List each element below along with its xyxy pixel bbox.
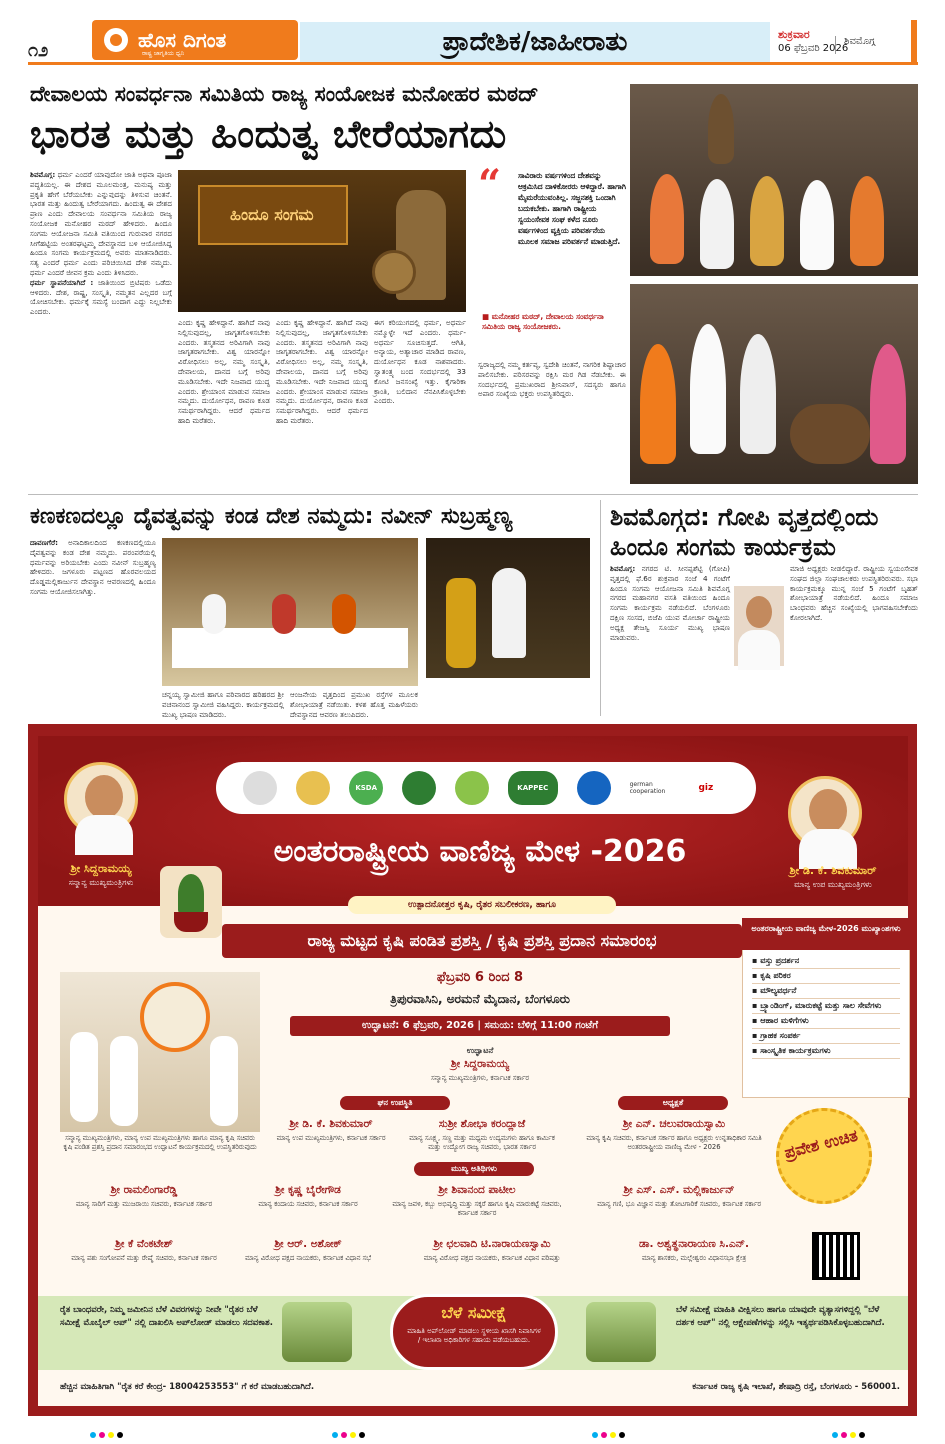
university-logo-icon: [296, 771, 330, 805]
magenta-dot: [601, 1432, 607, 1438]
person-figure: [332, 594, 356, 634]
chief-guest-pill: ಘನ ಉಪಸ್ಥಿತಿ: [340, 1096, 450, 1110]
institute-logo-icon: [577, 771, 611, 805]
date-label: 06 ಫೆಬ್ರವರಿ 2026: [778, 43, 849, 54]
story1-col1b-text: ಜಾತಿಯಿಂದ ಬ್ರಿಟಿಷರು ಒಡೆದು ಆಳಿದರು. ದೇಶ, ರಾಷ್ಟ್ರ, ಸಂಸ್ಕೃತಿ, ನಮ್ಮತನ ಎಲ್ಲದರ ಬಗ್ಗೆ ಯೋಚಿಸಬೇಕು. ಧರ್ಮಕ್ಕೆ ಸಮಸ್ಯೆ ಬಂದಾಗ ಎದ್ದು ನಿಲ್ಲಬೇಕು ಎಂದರು.: [30, 277, 172, 317]
yellow-dot: [850, 1432, 856, 1438]
face-figure: [809, 789, 847, 833]
header-accent-bar: [911, 20, 917, 62]
crop-survey-text: ಮಾಹಿತಿ ಅಪ್‌ಲೋಡ್ ಮಾಡಲು ಸ್ಥಳೀಯ ಖಾಸಗಿ ನಿವಾಸಿಗಳ / ಇಲಾಖಾ ಅಧಿಕಾರಿಗಳ ಸಹಾಯ ಪಡೆಯಬಹುದು.: [407, 1327, 541, 1344]
person-figure: [740, 334, 776, 454]
magenta-dot: [341, 1432, 347, 1438]
german-cooperation-logo: german cooperation: [629, 781, 666, 795]
black-dot: [619, 1432, 625, 1438]
print-registration-marks: [332, 1432, 365, 1438]
guest-role: ಮಾನ್ಯ ಸೂಕ್ಷ್ಮ, ಸಣ್ಣ ಮತ್ತು ಮಧ್ಯಮ ಉದ್ಯಮಗಳು ಹಾಗೂ ಕಾರ್ಮಿಕ ಮತ್ತು ಉದ್ಯೋಗ ರಾಜ್ಯ ಸಚಿವರು, ಭಾರತ ಸರ್ಕಾರ: [409, 1134, 555, 1151]
dept-logo-icon: [402, 771, 436, 805]
section-divider: [28, 494, 918, 495]
feature-item: ▪ ಕೃಷಿ ಪರಿಕರ: [752, 969, 900, 984]
guest-name: ಡಾ. ಅಶ್ವತ್ಥನಾರಾಯಣ ಸಿ.ಎನ್.: [639, 1238, 749, 1250]
cyan-dot: [832, 1432, 838, 1438]
body-figure: [799, 829, 857, 869]
person-figure: [870, 344, 906, 464]
print-registration-marks: [832, 1432, 865, 1438]
guest-role: ಮಾನ್ಯ ಕೃಷಿ ಸಚಿವರು, ಕರ್ನಾಟಕ ಸರ್ಕಾರ ಹಾಗೂ ಅಧ್ಯಕ್ಷರು ಉನ್ನತಾಧಿಕಾರ ಸಮಿತಿ ಅಂತರರಾಷ್ಟ್ರೀಯ ವಾಣಿಜ್ಯ ಮೇಳ - 2026: [586, 1134, 762, 1151]
story1-col1-text: ಧರ್ಮ ಎಂದರೆ ಯಾವುದೋ ಜಾತಿ ಅಥವಾ ಪೂಜಾ ಪದ್ಧತಿಯಲ್ಲ. ಈ ದೇಶದ ಮೂಲಮಂತ್ರ, ಮನುಷ್ಯ ಮತ್ತು ಪ್ರಕೃತಿ ಹೇಗೆ ಬೆರೆಯಬೇಕು ಎನ್ನುವುದನ್ನು ತಿಳಿಸುವ ಚಿಂತನೆ. ಭಾರತ ಮತ್ತು ಹಿಂದುತ್ವ ಬೇರೆಯಾಗದು. ಹಿಂದುತ್ವ ಈ ದೇಶದ ಪ್ರಾಣ ಎಂದು ದೇವಾಲಯ ಸಂವರ್ಧನಾ ಸಮಿತಿಯ ರಾಜ್ಯ ಸಂಯೋಜಕ ಮನೋಹರ ಮಠದ್ ಹೇಳಿದರು. ಹಿಂದೂ ಸಂಗಮ ಆಯೋಜನಾ ಸಮಿತಿ ವತಿಯಿಂದ ಗುರುವಾರ ನಗರದ ಸೀಗೆಹಟ್ಟಿಯ ಅಂತರಘಟ್ಟಮ್ಮ ದೇವಸ್ಥಾನದ ಬಳಿ ಆಯೋಜಿಸಿದ್ದ ಹಿಂದೂ ಸಂಗಮ ಕಾರ್ಯಕ್ರಮದಲ್ಲಿ ಅವರು ಮಾತನಾಡಿದರು. ಸತ್ಯ ಎಂದರೆ ಧರ್ಮ ಎಂದು ಪರಿಚಯಿಸಿದ ದೇಶ ನಮ್ಮದು. ಧರ್ಮ ಎಂದರೆ ಜೀವನ ಕ್ರಮ ಎಂದು ತಿಳಿಸಿದರು.: [30, 170, 172, 277]
cyan-dot: [592, 1432, 598, 1438]
guest-role: ಮಾನ್ಯ ಗಣಿ, ಭೂ ವಿಜ್ಞಾನ ಮತ್ತು ತೋಟಗಾರಿಕೆ ಸಚಿವರು, ಕರ್ನಾಟಕ ಸರ್ಕಾರ: [597, 1200, 761, 1208]
masthead-logo: [92, 20, 298, 60]
person-figure: [800, 180, 834, 270]
person-figure: [640, 344, 676, 464]
logo-text: ಹೊಸ ದಿಗಂತ: [138, 28, 227, 52]
story1-col3: ಈಗ ಕರಿಯುಗದಲ್ಲಿ ಧರ್ಮ, ಅಧರ್ಮ ನಮ್ಮೊಳ್ಳೇ ಇದೆ ಎಂದರು. ಧರ್ಮ- ಅಧರ್ಮ ಸೂಚಿಸುತ್ತದೆ. ಆಗಿತಿ, ಅನ್ಯಾಯ, ಅತ್ಯಾಚಾರ ಮಾಡಿದ ರಾವಣ, ದುರ್ಯೋಧನ ಕೂಡ ನಾಶವಾದರು. ಸ್ವಾತಂತ್ರ್ಯ ಬಂದ ಸಂದರ್ಭದಲ್ಲಿ 33 ಕೋಟಿ ಜನಸಂಖ್ಯೆ ಇತ್ತು. ಕೈಗಾರಿಕಾ ಕ್ರಾಂತಿ, ಬಲಿದಾನ ನೆನಪಿಸಿಕೊಳ್ಳಬೇಕು ಎಂದರು.: [374, 318, 466, 406]
person-figure: [210, 1036, 238, 1126]
guest-name: ಶ್ರೀ ಡಿ. ಕೆ. ಶಿವಕುಮಾರ್: [289, 1118, 373, 1130]
guest-role: ಮಾನ್ಯ ಸಾರಿಗೆ ಮತ್ತು ಮುಜರಾಯಿ ಸಚಿವರು, ಕರ್ನಾಟಕ ಸರ್ಕಾರ: [75, 1200, 213, 1208]
inaug-name: ಶ್ರೀ ಸಿದ್ದರಾಮಯ್ಯ: [450, 1058, 510, 1070]
ad-award-band: ರಾಜ್ಯ ಮಟ್ಟದ ಕೃಷಿ ಪಂಡಿತ ಪ್ರಶಸ್ತಿ / ಕೃಷಿ ಪ್ರಶಸ್ತಿ ಪ್ರದಾನ ಸಮಾರಂಭ: [222, 924, 742, 958]
story1-col4: ಸ್ವರಾಜ್ಯದಲ್ಲಿ ನಮ್ಮ ಕರ್ತವ್ಯ, ಸ್ವದೇಶಿ ಚಿಂತನೆ, ನಾಗರಿಕ ಶಿಷ್ಟಾಚಾರ ಪಾಲಿಸಬೇಕು. ಪರಿಸರವನ್ನು ರಕ್ಷಿಸಿ ಮರ ಗಿಡ ನೆಡಬೇಕು. ಈ ಸಂದರ್ಭದಲ್ಲಿ ಪ್ರಮುಖರಾದ ಶ್ರೀನಿವಾಸ್, ಸದಸ್ಯರು ಹಾಗೂ ಅಪಾರ ಸಂಖ್ಯೆಯ ಭಕ್ತರು ಉಪಸ್ಥಿತರಿದ್ದರು.: [478, 360, 626, 399]
page-number: ೧೨: [28, 40, 49, 61]
cow-figure: [790, 404, 870, 464]
emblem-logo-icon: [243, 771, 277, 805]
inaug-role: ಸನ್ಮಾನ್ಯ ಮುಖ್ಯಮಂತ್ರಿಗಳು, ಕರ್ನಾಟಕ ಸರ್ಕಾರ: [431, 1074, 529, 1082]
story3-dateline: ಶಿವಮೊಗ್ಗ:: [610, 564, 636, 573]
vip-left-name: ಶ್ರೀ ಸಿದ್ದರಾಮಯ್ಯ: [70, 862, 132, 875]
vip-left-role: ಸನ್ಮಾನ್ಯ ಮುಖ್ಯಮಂತ್ರಿಗಳು: [68, 878, 134, 887]
guest-name: ಶ್ರೀ ಎಸ್. ಎಸ್. ಮಲ್ಲಿಕಾರ್ಜುನ್: [623, 1184, 735, 1196]
crop-survey-right-text: ಬೆಳೆ ಸಮೀಕ್ಷೆ ಮಾಹಿತಿ ವೀಕ್ಷಿಸಲು ಹಾಗೂ ಯಾವುದೇ ವ್ಯತ್ಯಾಸಗಳಿದ್ದಲ್ಲಿ "ಬೆಳೆ ದರ್ಶಕ ಆಪ್" ನಲ್ಲಿ ಆಕ್ಷೇಪಣೆಗಳನ್ನು ಸಲ್ಲಿಸಿ ಇತ್ಯರ್ಥಪಡಿಸಿಕೊಳ್ಳಬಹುದಾಗಿದೆ.: [676, 1305, 885, 1328]
story1-col1: [30, 170, 172, 486]
feature-item: ▪ ಆಹಾರ ಮಳಿಗೆಗಳು: [752, 1014, 900, 1029]
black-dot: [359, 1432, 365, 1438]
story3-col1: [610, 564, 730, 714]
column-divider: [600, 500, 601, 716]
cyan-dot: [90, 1432, 96, 1438]
guest-name: ಶ್ರೀ ಕೆ ವೆಂಕಟೇಶ್: [115, 1238, 173, 1250]
quote-mark-icon: “: [478, 161, 502, 208]
story2-col3: ಆಂಜನೇಯ ವೃತ್ತದಿಂದ ಪ್ರಮುಖ ರಸ್ತೆಗಳ ಮೂಲಕ ಶೋಭಾಯಾತ್ರೆ ನಡೆಯಿತು. ಕಳಶ ಹೊತ್ತ ಮಹಿಳೆಯರು ದೇವಸ್ಥಾನದ ಆವರಣ ತಲುಪಿದರು.: [290, 690, 418, 719]
crop-survey-left-text: ರೈತ ಬಾಂಧವರೇ, ನಿಮ್ಮ ಜಮೀನಿನ ಬೆಳೆ ವಿವರಗಳನ್ನು ನೀವೇ "ರೈತರ ಬೆಳೆ ಸಮೀಕ್ಷೆ ಮೊಬೈಲ್ ಆಪ್" ನಲ್ಲಿ ದಾಖಲಿಸಿ ಅಪ್‌ಲೋಡ್ ಮಾಡಲು ಸದವಕಾಶ.: [60, 1305, 273, 1328]
story1-headline: ಭಾರತ ಮತ್ತು ಹಿಂದುತ್ವ ಬೇರೆಯಾಗದು: [30, 112, 507, 156]
person-figure: [650, 174, 684, 264]
black-dot: [117, 1432, 123, 1438]
magenta-dot: [99, 1432, 105, 1438]
guest-role: ಮಾನ್ಯ ಜವಳಿ, ಕಬ್ಬು ಅಭಿವೃದ್ಧಿ ಮತ್ತು ಸಕ್ಕರೆ ಹಾಗೂ ಕೃಷಿ ಮಾರುಕಟ್ಟೆ ಸಚಿವರು, ಕರ್ನಾಟಕ ಸರ್ಕಾರ: [392, 1200, 562, 1217]
person-figure: [850, 176, 884, 266]
stage-table: [172, 628, 408, 668]
person-figure: [750, 176, 784, 266]
person-figure: [202, 594, 226, 634]
guest-role: ಮಾನ್ಯ ಶಾಸಕರು, ಮಲ್ಲೇಶ್ವರಂ ವಿಧಾನಸಭಾ ಕ್ಷೇತ್ರ: [641, 1254, 747, 1262]
black-dot: [859, 1432, 865, 1438]
hindu-sangama-banner: ಹಿಂದೂ ಸಂಗಮ: [198, 185, 348, 245]
section-title: ಪ್ರಾದೇಶಿಕ/ಜಾಹೀರಾತು: [300, 22, 770, 62]
crop-survey-title: ಬೆಳೆ ಸಮೀಕ್ಷೆ: [441, 1303, 507, 1322]
story2-col1-text: ಅನಾದಿಕಾಲದಿಂದ ಕಣಕಣದಲ್ಲಿಯೂ ದೈವತ್ವವನ್ನು ಕಂಡ ದೇಶ ನಮ್ಮದು. ಪರಂಪರೆಯಲ್ಲಿ ಧರ್ಮವನ್ನು ಅರಿಯಬೇಕು ಎಂದು ನವೀನ್ ಸುಬ್ರಹ್ಮಣ್ಯ ಹೇಳಿದರು. ಜಗಳೂರು ಪಟ್ಟಣದ ಹೊರವಲಯದ ದೊಡ್ಡಮಲ್ಲಿಕಾರ್ಜುನ ದೇವಸ್ಥಾನ ಆವರಣದಲ್ಲಿ ಹಿಂದೂ ಸಂಗಮ ಆಯೋಜಿಸಲಾಗಿತ್ತು.: [30, 538, 156, 596]
guest-role: ಮಾನ್ಯ ಪಶು ಸಂಗೋಪನೆ ಮತ್ತು ರೇಷ್ಮೆ ಸಚಿವರು, ಕರ್ನಾಟಕ ಸರ್ಕಾರ: [71, 1254, 217, 1262]
vip-right-name: ಶ್ರೀ ಡಿ. ಕೆ. ಶಿವಕುಮಾರ್: [789, 864, 877, 877]
free-entry-badge: ಪ್ರವೇಶ ಉಚಿತ: [766, 1098, 882, 1214]
sponsor-logo-strip: [216, 762, 756, 814]
ad-footer-address: ಕರ್ನಾಟಕ ರಾಜ್ಯ ಕೃಷಿ ಇಲಾಖೆ, ಶೇಷಾದ್ರಿ ರಸ್ತೆ, ಬೆಂಗಳೂರು - 560001.: [692, 1382, 900, 1392]
ad-title: ಅಂತರರಾಷ್ಟ್ರೀಯ ವಾಣಿಜ್ಯ ಮೇಳ -2026: [273, 834, 687, 869]
president-pill: ಅಧ್ಯಕ್ಷತೆ: [618, 1096, 728, 1110]
story3-col1-text: ನಗರದ ಟಿ. ಸೀನಪ್ಪಶೆಟ್ಟಿ (ಗೋಪಿ) ವೃತ್ತದಲ್ಲಿ ಫೆ.6ರ ಶುಕ್ರವಾರ ಸಂಜೆ 4 ಗಂಟೆಗೆ ಹಿಂದೂ ಸಂಗಮ ಆಯೋಜನಾ ಸಮಿತಿ ಶಿವಮೊಗ್ಗ ನಗರದ ಮಹಾನಗರ ವಸತಿ ವತಿಯಿಂದ ಹಿಂದೂ ಸಂಗಮ ಕಾರ್ಯಕ್ರಮ ನಡೆಯಲಿದೆ. ಬೆಂಗಳೂರು ದಕ್ಷಿಣ ಸಂಸದ, ಬಿಜೆಪಿ ಯುವ ಮೋರ್ಚಾ ರಾಷ್ಟ್ರೀಯ ಅಧ್ಯಕ್ಷ ತೇಜಸ್ವಿ ಸೂರ್ಯ ಮುಖ್ಯ ಭಾಷಣ ಮಾಡುವರು.: [610, 564, 730, 642]
story2-col2: ಚನ್ನಯ್ಯ ಸ್ವಾಮೀಜಿ ಹಾಗೂ ಪರಿವಾರದ ಹರಿಹರದ ಶ್ರೀ ವಚನಾನಂದ ಸ್ವಾಮೀಜಿ ವಹಿಸಿದ್ದರು. ಕಾರ್ಯಕ್ರಮದಲ್ಲಿ ಮುಖ್ಯ ಭಾಷಣ ಮಾಡಿದರು.: [162, 690, 284, 719]
inaug-label: ಉದ್ಘಾಟನೆ: [466, 1046, 494, 1055]
vip-left-portrait: [64, 762, 138, 836]
garland-decoration: [446, 578, 476, 668]
face-figure: [746, 596, 772, 628]
guest-name: ಸುಶ್ರೀ ಶೋಭಾ ಕರಂದ್ಲಾಜೆ: [438, 1118, 526, 1130]
story1-col2: ಎಂದು ಕೃಷ್ಣ ಹೇಳಿದ್ದಾನೆ. ಹಾಗಿದೆ ನಾವು ನಿಲ್ಲಿಸುವುದಲ್ಲ, ಜಾಗೃತಗೊಳಿಸಬೇಕು ಎಂದರು. ತಸ್ಮತನದ ಅರಿವಿಗಾಗಿ ನಾವು ಜಾಗೃತರಾಗಬೇಕು. ವಿಶ್ವ ಯಾರನ್ನೋ ವಿರೋಧಿಸಲು ಅಲ್ಲ, ನಮ್ಮ ಸಂಸ್ಕೃತಿ, ದೇವಾಲಯ, ದಾನದ ಬಗ್ಗೆ ಅರಿವು ಮೂಡಿಸಬೇಕು. ಇದೇ ನಿಜವಾದ ಯುದ್ಧ ಎಂದರು. ಶ್ರೇಯಾಂಸ ಮಾಡುವ ಸಮಾಜ ನಮ್ಮದು. ದುರ್ಯೋಧನ, ರಾವಣ ಕೂಡ ಸಮರ್ಥರಾಗಿದ್ದರು. ಆದರೆ ಧರ್ಮದ ಹಾದಿ ಮರೆತರು.: [178, 318, 270, 425]
story1-col2b: ಎಂದು ಕೃಷ್ಣ ಹೇಳಿದ್ದಾನೆ. ಹಾಗಿದೆ ನಾವು ನಿಲ್ಲಿಸುವುದಲ್ಲ, ಜಾಗೃತಗೊಳಿಸಬೇಕು ಎಂದರು. ತಸ್ಮತನದ ಅರಿವಿಗಾಗಿ ನಾವು ಜಾಗೃತರಾಗಬೇಕು. ವಿಶ್ವ ಯಾರನ್ನೋ ವಿರೋಧಿಸಲು ಅಲ್ಲ, ನಮ್ಮ ಸಂಸ್ಕೃತಿ, ದೇವಾಲಯ, ದಾನದ ಬಗ್ಗೆ ಅರಿವು ಮೂಡಿಸಬೇಕು. ಇದೇ ನಿಜವಾದ ಯುದ್ಧ ಎಂದರು. ಶ್ರೇಯಾಂಸ ಮಾಡುವ ಸಮಾಜ ನಮ್ಮದು. ದುರ್ಯೋಧನ, ರಾವಣ ಕೂಡ ಸಮರ್ಥರಾಗಿದ್ದರು. ಆದರೆ ಧರ್ಮದ ಹಾದಿ ಮರೆತರು.: [276, 318, 368, 425]
edition-place: ಶಿವಮೊಗ್ಗ: [835, 36, 875, 54]
mela-emblem-icon: [160, 866, 222, 938]
person-figure: [110, 1036, 138, 1126]
story1-dateline: ಶಿವಮೊಗ್ಗ:: [30, 170, 56, 179]
guest-name: ಶ್ರೀ ಎನ್. ಚಲುವರಾಯಸ್ವಾಮಿ: [622, 1118, 726, 1130]
sun-logo-icon: [104, 28, 128, 52]
ad-inauguration-time: ಉದ್ಘಾಟನೆ: 6 ಫೆಬ್ರವರಿ, 2026 | ಸಮಯ: ಬೆಳಿಗ್ಗೆ 11:00 ಗಂಟೆಗೆ: [290, 1016, 670, 1036]
story2-headline: ಕಣಕಣದಲ್ಲೂ ದೈವತ್ವವನ್ನು ಕಂಡ ದೇಶ ನಮ್ಮದು: ನವೀನ್ ಸುಬ್ರಹ್ಮಣ್ಯ: [30, 504, 513, 529]
ad-inauguration-photo: [60, 972, 260, 1132]
story3-headline: ಶಿವಮೊಗ್ಗದ: ಗೋಪಿ ವೃತ್ತದಲ್ಲಿಂದು ಹಿಂದೂ ಸಂಗಮ ಕಾರ್ಯಕ್ರಮ: [610, 503, 879, 561]
story1-stage-photo: [178, 170, 466, 312]
vip-right-portrait: [788, 776, 862, 850]
feature-item: ▪ ಸಾಂಸ್ಕೃತಿಕ ಕಾರ್ಯಕ್ರಮಗಳು: [752, 1044, 900, 1059]
pot-shape: [174, 912, 208, 932]
vip-right-role: ಮಾನ್ಯ ಉಪ ಮುಖ್ಯಮಂತ್ರಿಗಳು: [794, 880, 872, 889]
guest-role: ಮಾನ್ಯ ವಿರೋಧ ಪಕ್ಷದ ನಾಯಕರು, ಕರ್ನಾಟಕ ವಿಧಾನ ಸಭೆ: [244, 1254, 372, 1262]
guest-role: ಮಾನ್ಯ ವಿರೋಧ ಪಕ್ಷದ ನಾಯಕರು, ಕರ್ನಾಟಕ ವಿಧಾನ ಪರಿಷತ್ತು: [423, 1254, 561, 1262]
body-figure: [738, 630, 780, 670]
story2-col1: [30, 538, 156, 714]
guest-name: ಶ್ರೀ ರಾಮಲಿಂಗಾರೆಡ್ಡಿ: [110, 1184, 178, 1196]
feature-item: ▪ ಬ್ರ್ಯಾಂಡಿಂಗ್, ಮಾರುಕಟ್ಟೆ ಮತ್ತು ಸಾಲ ಸೇವೆಗಳು: [752, 999, 900, 1014]
farmer-photo-right: [586, 1302, 656, 1362]
crop-survey-badge: [390, 1294, 558, 1370]
header-rule: [28, 62, 918, 65]
plant-shape: [178, 874, 204, 914]
feature-item: ▪ ಮೌಲ್ಯವರ್ಧನೆ: [752, 984, 900, 999]
gong-figure: [140, 982, 210, 1052]
ad-venue: ತ್ರಿಪುರವಾಸಿನಿ, ಅರಮನೆ ಮೈದಾನ, ಬೆಂಗಳೂರು: [390, 992, 570, 1006]
tejasvi-surya-portrait: [734, 586, 784, 666]
shield-figure: [372, 250, 416, 294]
story2-dateline: ದಾವಣಗೆರೆ:: [30, 538, 59, 547]
features-title: ಅಂತರರಾಷ್ಟ್ರೀಯ ವಾಣಿಜ್ಯ ಮೇಳ-2026 ಮುಖ್ಯಾಂಶಗಳು: [742, 918, 910, 950]
ad-date: ಫೆಬ್ರವರಿ 6 ರಿಂದ 8: [436, 970, 524, 985]
farmer-photo-left: [282, 1302, 352, 1362]
person-figure: [272, 594, 296, 634]
feature-item: ▪ ಗ್ರಾಹಕ ಸಂಪರ್ಕ: [752, 1029, 900, 1044]
yellow-dot: [108, 1432, 114, 1438]
day-label: ಶುಕ್ರವಾರ: [778, 28, 810, 41]
person-figure: [70, 1032, 98, 1122]
story3-col2: ಮಾಜಿ ಅಧ್ಯಕ್ಷರು ನೀಡಲಿದ್ದಾರೆ. ರಾಷ್ಟ್ರೀಯ ಸ್ವಯಂಸೇವಕ ಸಂಘದ ಜಿಲ್ಲಾ ಸಂಘಚಾಲಕರು ಉಪಸ್ಥಿತರಿರುವರು. ಸಭಾ ಕಾರ್ಯಕ್ರಮಕ್ಕೂ ಮುನ್ನ ಸಂಜೆ 5 ಗಂಟೆಗೆ ಬೃಹತ್ ಶೋಭಾಯಾತ್ರೆ ನಡೆಯಲಿದೆ. ಹಿಂದೂ ಸಮಾಜ ಬಾಂಧವರು ಹೆಚ್ಚಿನ ಸಂಖ್ಯೆಯಲ್ಲಿ ಭಾಗವಹಿಸಬೇಕೆಂದು ಕೋರಲಾಗಿದೆ.: [790, 564, 918, 622]
magenta-dot: [841, 1432, 847, 1438]
story1-quote-attribution: ■ ಮನೋಹರ ಮಠದ್, ದೇವಾಲಯ ಸಂವರ್ಧನಾ ಸಮಿತಿಯ ರಾಜ್ಯ ಸಂಯೋಜಕರು.: [482, 312, 604, 331]
guest-name: ಶ್ರೀ ಆರ್. ಅಶೋಕ್: [274, 1238, 342, 1250]
story1-crowd-photo-2: [630, 284, 918, 484]
speaker-figure: [492, 568, 526, 658]
logo-tagline: ರಾಷ್ಟ್ರ ಜಾಗೃತಿಯ ಧ್ವನಿ: [142, 50, 185, 57]
ksda-logo-icon: KSDA: [349, 771, 383, 805]
guest-name: ಶ್ರೀ ಶಿವಾನಂದ ಪಾಟೀಲ: [438, 1184, 516, 1196]
person-figure: [700, 179, 734, 269]
ad-subtitle: ಉತ್ಪಾದನೋತ್ತರ ಕೃಷಿ, ರೈತರ ಸಬಲೀಕರಣ, ಹಾಗೂ: [348, 896, 616, 914]
yellow-dot: [350, 1432, 356, 1438]
main-guests-pill: ಮುಖ್ಯ ಅತಿಥಿಗಳು: [414, 1162, 534, 1176]
person-figure: [690, 324, 726, 454]
yellow-dot: [610, 1432, 616, 1438]
guest-name: ಶ್ರೀ ಕೃಷ್ಣ ಬೈರೇಗೌಡ: [275, 1184, 341, 1196]
guest-role: ಮಾನ್ಯ ಉಪ ಮುಖ್ಯಮಂತ್ರಿಗಳು, ಕರ್ನಾಟಕ ಸರ್ಕಾರ: [276, 1134, 386, 1142]
features-list: [752, 954, 900, 1059]
guest-role: ಮಾನ್ಯ ಕಂದಾಯ ಸಚಿವರು, ಕರ್ನಾಟಕ ಸರ್ಕಾರ: [258, 1200, 358, 1208]
feature-item: ▪ ವಸ್ತು ಪ್ರದರ್ಶನ: [752, 954, 900, 969]
qr-code[interactable]: [812, 1232, 860, 1280]
story1-subhead: ಧರ್ಮ ಸ್ಥಾಪನೆಯಾಗಿದೆ :: [30, 277, 94, 287]
giz-logo: giz: [698, 783, 714, 793]
body-figure: [75, 815, 133, 855]
story2-speaker-photo: [426, 538, 590, 678]
cyan-dot: [332, 1432, 338, 1438]
story1-crowd-photo-1: [630, 84, 918, 276]
story2-stage-photo: [162, 538, 418, 686]
ad-photo-caption: ಸನ್ಮಾನ್ಯ ಮುಖ್ಯಮಂತ್ರಿಗಳು, ಮಾನ್ಯ ಉಪ ಮುಖ್ಯಮಂತ್ರಿಗಳು ಹಾಗೂ ಮಾನ್ಯ ಕೃಷಿ ಸಚಿವರು ಕೃಷಿ ಪಂಡಿತ ಪ್ರಶಸ್ತಿ ಪ್ರದಾನ ಸಮಾರಂಭದ ಉದ್ಘಾಟನೆ ಕಾರ್ಯಕ್ರಮದಲ್ಲಿ ಉಪಸ್ಥಿತರಿರುವುದು: [63, 1134, 257, 1151]
story1-kicker: ದೇವಾಲಯ ಸಂವರ್ಧನಾ ಸಮಿತಿಯ ರಾಜ್ಯ ಸಂಯೋಜಕ ಮನೋಹರ ಮಠದ್: [30, 82, 539, 106]
print-registration-marks: [90, 1432, 123, 1438]
guest-name: ಶ್ರೀ ಛಲವಾದಿ ಟಿ.ನಾರಾಯಣಸ್ವಾಮಿ: [433, 1238, 551, 1250]
face-figure: [85, 775, 123, 819]
agri-logo-icon: [455, 771, 489, 805]
ad-footer-helpline: ಹೆಚ್ಚಿನ ಮಾಹಿತಿಗಾಗಿ "ರೈತ ಕರೆ ಕೇಂದ್ರ- 18004253553" ಗೆ ಕರೆ ಮಾಡಬಹುದಾಗಿದೆ.: [60, 1382, 315, 1392]
story1-quote: ಸಾವಿರಾರು ವರ್ಷಗಳಿಂದ ದೇಶವನ್ನು ಆಕ್ರಮಿಸಿದ ದಾಳಿಕೋರರು ಆಳಿದ್ದಾರೆ. ಹಾಗಾಗಿ ಮೈಮರೆಯುವಂತಿಲ್ಲ. ಸಜ್ಜನಶಕ್ತಿ ಒಂದಾಗಿ ಬದುಕಬೇಕು. ಹಾಗಾಗಿ ರಾಷ್ಟ್ರೀಯ ಸ್ವಯಂಸೇವಕ ಸಂಘ ಕಳೆದ ನೂರು ವರ್ಷಗಳಿಂದ ವ್ಯಕ್ತಿಯ ಪರಿವರ್ತನೆಯ ಮೂಲಕ ಸಮಾಜ ಪರಿವರ್ತನೆ ಮಾಡುತ್ತಿದೆ.: [518, 171, 626, 246]
statue-figure: [708, 94, 734, 164]
print-registration-marks: [592, 1432, 625, 1438]
kappec-logo-icon: KAPPEC: [508, 771, 558, 805]
